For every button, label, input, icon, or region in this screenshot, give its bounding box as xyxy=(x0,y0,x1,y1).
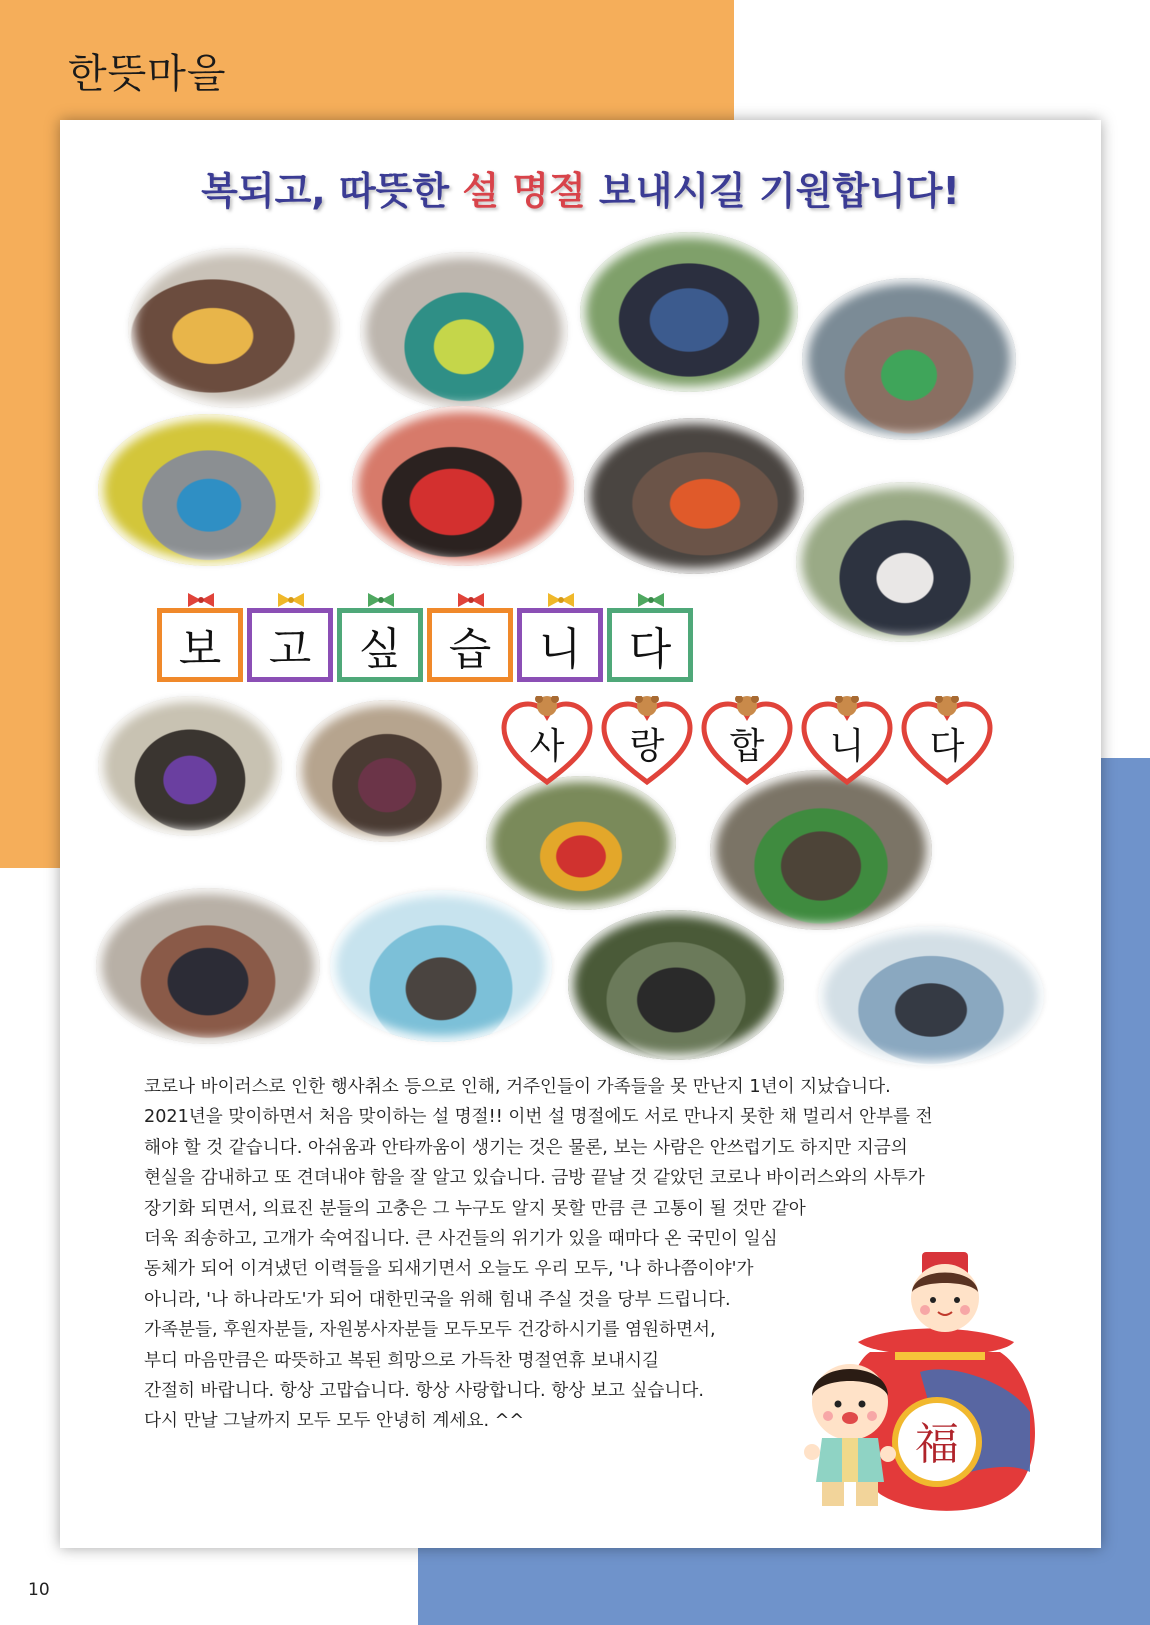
photo-1 xyxy=(128,248,340,408)
love-you-banner xyxy=(500,696,994,788)
banner-heart-1 xyxy=(500,696,594,788)
banner-heart-4 xyxy=(800,696,894,788)
message-line: 부디 마음만큼은 따뜻하고 복된 희망으로 가득찬 명절연휴 보내시길 xyxy=(144,1350,660,1371)
photo-6 xyxy=(352,406,574,566)
message-line: 장기화 되면서, 의료진 분들의 고충은 그 누구도 알지 못할 만큼 큰 고통이 될 것만 같아 xyxy=(144,1198,806,1219)
banner-heart-5 xyxy=(900,696,994,788)
bag-character: 福 xyxy=(915,1419,959,1470)
banner-heart-2 xyxy=(600,696,694,788)
banner-letter: 다 xyxy=(628,624,672,675)
message-line: 더욱 죄송하고, 고개가 숙여집니다. 큰 사건들의 위기가 있을 때마다 온 국민이 일심 xyxy=(144,1229,778,1250)
heart-letter: 다 xyxy=(929,726,965,767)
banner-letter: 싶 xyxy=(358,624,402,675)
banner-box-1 xyxy=(157,608,243,682)
bow-icon xyxy=(546,591,576,609)
bow-icon xyxy=(456,591,486,609)
photo-13 xyxy=(96,888,320,1044)
photo-14 xyxy=(330,890,552,1042)
page-number: 10 xyxy=(28,1580,50,1600)
photo-11 xyxy=(486,776,676,910)
headline xyxy=(60,160,1101,215)
message-line: 간절히 바랍니다. 항상 고맙습니다. 항상 사랑합니다. 항상 보고 싶습니다. xyxy=(144,1381,704,1402)
headline-highlight: 설 명절 xyxy=(462,169,586,213)
heart-letter: 사 xyxy=(529,726,565,767)
bow-icon xyxy=(276,591,306,609)
banner-box-4 xyxy=(427,608,513,682)
bow-icon xyxy=(366,591,396,609)
message-line: 동체가 되어 이겨냈던 이력들을 되새기면서 오늘도 우리 모두, '나 하나쯤이야'가 xyxy=(144,1259,754,1280)
photo-16 xyxy=(818,926,1044,1066)
banner-heart-3 xyxy=(700,696,794,788)
banner-box-5 xyxy=(517,608,603,682)
banner-box-6 xyxy=(607,608,693,682)
photo-3 xyxy=(580,232,798,392)
content-card xyxy=(60,120,1101,1548)
banner-letter: 보 xyxy=(178,624,222,675)
photo-9 xyxy=(98,696,282,836)
message-line: 해야 할 것 같습니다. 아쉬움과 안타까움이 생기는 것은 물론, 보는 사람은 안쓰럽기도 하지만 지금의 xyxy=(144,1137,908,1158)
banner-letter: 니 xyxy=(538,624,582,675)
photo-10 xyxy=(296,700,478,842)
photo-7 xyxy=(584,418,804,574)
banner-box-2 xyxy=(247,608,333,682)
girl-mascot-icon xyxy=(911,1252,979,1332)
section-title: 한뜻마을 xyxy=(68,51,227,97)
message-line: 코로나 바이러스로 인한 행사취소 등으로 인해, 거주인들이 가족들을 못 만난지 1년이 지났습니다. xyxy=(144,1077,891,1097)
banner-letter: 습 xyxy=(448,624,492,675)
banner-box-3 xyxy=(337,608,423,682)
heart-letter: 랑 xyxy=(629,726,665,767)
message-line: 다시 만날 그날까지 모두 모두 안녕히 계세요. ^^ xyxy=(144,1411,525,1432)
heart-letter: 니 xyxy=(829,726,865,767)
photo-5 xyxy=(98,414,320,566)
message-line: 현실을 감내하고 또 견뎌내야 함을 잘 알고 있습니다. 금방 끝날 것 같았던 코로나 바이러스와의 사투가 xyxy=(144,1168,925,1189)
message-line: 아니라, '나 하나라도'가 되어 대한민국을 위해 힘내 주실 것을 당부 드립니다. xyxy=(144,1289,731,1310)
heart-letter: 합 xyxy=(729,726,765,767)
new-year-mascots-illustration xyxy=(800,1232,1040,1522)
bow-icon xyxy=(636,591,666,609)
banner-letter: 고 xyxy=(268,624,312,675)
photo-15 xyxy=(568,910,784,1060)
photo-4 xyxy=(802,278,1016,440)
message-line: 2021년을 맞이하면서 처음 맞이하는 설 명절!! 이번 설 명절에도 서로 만나지 못한 채 멀리서 안부를 전 xyxy=(144,1107,933,1128)
headline-part2: 보내시길 기원합니다! xyxy=(585,169,960,213)
bow-icon xyxy=(186,591,216,609)
message-line: 가족분들, 후원자분들, 자원봉사자분들 모두모두 건강하시기를 염원하면서, xyxy=(144,1320,716,1341)
photo-12 xyxy=(710,770,932,930)
miss-you-banner xyxy=(157,608,693,682)
photo-2 xyxy=(360,252,568,410)
headline-part1: 복되고, 따뜻한 xyxy=(201,169,463,213)
photo-8 xyxy=(796,482,1014,642)
